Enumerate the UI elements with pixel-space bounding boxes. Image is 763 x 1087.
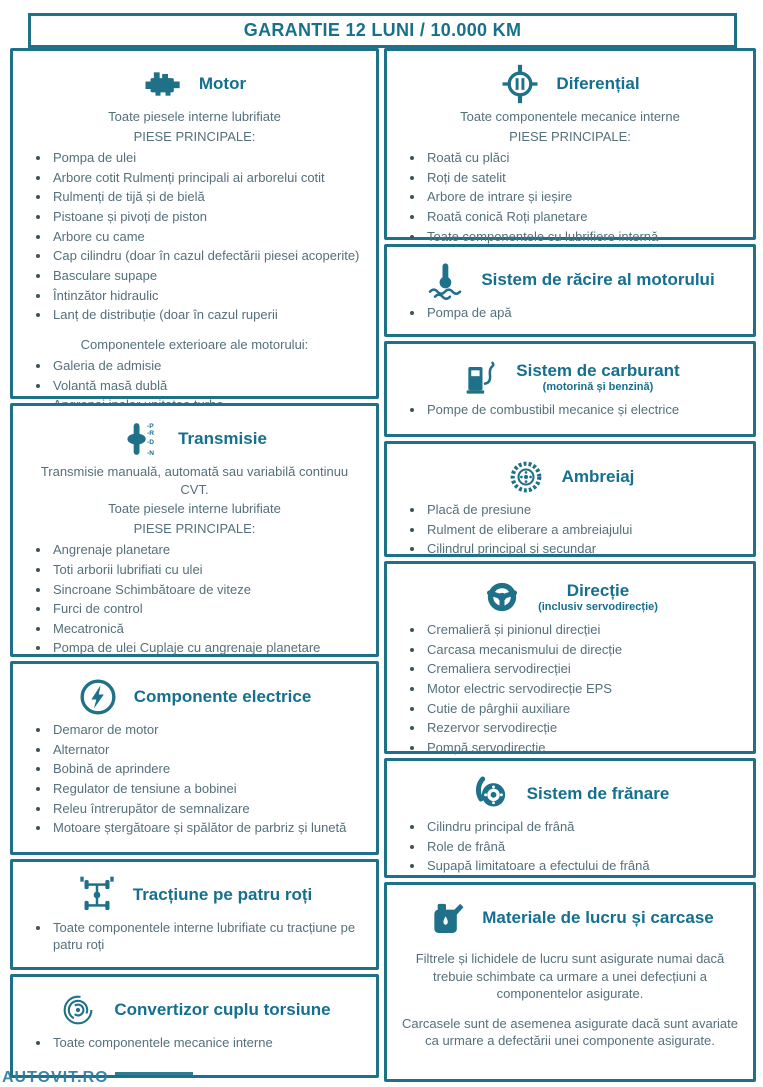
bullet-item: • Sincroane Schimbătoare de viteze — [51, 581, 370, 598]
svg-text:-R: -R — [147, 429, 155, 437]
section-title-wrap — [562, 467, 635, 487]
intro-line: Toate piesele interne lubrifiate — [108, 501, 281, 517]
fuel-pump-icon — [460, 357, 500, 397]
oil-canister-icon — [426, 898, 466, 938]
intro-line: Transmisie manuală, automată sau variabilă continuu CVT. — [40, 464, 349, 497]
bullet-list — [393, 501, 747, 557]
section-racire — [384, 244, 756, 337]
bullet-item: • Toti arborii lubrifiati cu ulei — [51, 561, 370, 578]
bullet-item: • Supapă limitatoare a efectului de frână — [425, 857, 747, 874]
section-motor — [10, 48, 379, 399]
section-header — [393, 774, 747, 814]
watermark-line — [115, 1072, 193, 1076]
section-header — [393, 64, 747, 104]
info-paragraph: Carcasele sunt de asemenea asigurate dacă sunt avariate ca urmare a defectării unei componente asigurate. — [401, 1015, 739, 1049]
section-title-wrap — [134, 687, 312, 707]
intro-line: Toate componentele mecanice interne — [460, 109, 680, 124]
bullet-item: • Arbore cu came — [51, 228, 370, 245]
section-carburant — [384, 341, 756, 437]
section-title-wrap — [516, 361, 679, 393]
section-header — [393, 577, 747, 617]
differential-icon — [500, 64, 540, 104]
section-title: Motor — [198, 74, 247, 94]
bullet-item: • Arbore de intrare și ieșire — [425, 188, 747, 205]
bullet-item: • Roți de satelit — [425, 169, 747, 186]
bullet-item: • Basculare supape — [51, 267, 370, 284]
section-header — [19, 64, 370, 104]
steering-wheel-icon — [482, 577, 522, 617]
section-title: Sistem de răcire al motorului — [481, 270, 715, 290]
bullet-item: • Cap cilindru (doar în cazul defectării piesei acoperite) — [51, 247, 370, 264]
bullet-list — [393, 304, 747, 321]
bullet-item: • Cilindrul principal și secundar — [425, 540, 747, 557]
section-title: Componente electrice — [133, 687, 312, 707]
bullet-list — [393, 401, 747, 418]
svg-text:-D: -D — [147, 439, 155, 446]
section-title: Tracțiune pe patru roți — [132, 885, 313, 905]
info-paragraph: Filtrele și lichidele de lucru sunt asigurate numai dacă trebuie schimbate ca urmare a unei defecțiuni a componentelor asigurate. — [415, 951, 725, 1002]
bullet-item: • Toate componentele cu lubrifiere internă — [425, 228, 747, 245]
section-title: Sistem de frănare — [526, 784, 670, 804]
bullet-item: • Arbore cotit Rulmenți principali ai arborelui cotit — [51, 169, 370, 186]
section-directie — [384, 561, 756, 754]
bullet-list — [19, 919, 370, 953]
section-header — [19, 677, 370, 717]
section-materiale — [384, 882, 756, 1082]
bullet-list — [19, 149, 370, 323]
bullet-item: • Motor electric servodirecție EPS — [425, 680, 747, 697]
sub-heading: Componentele exterioare ale motorului: — [80, 336, 309, 352]
awd-icon — [77, 875, 117, 915]
intro-line: PIESE PRINCIPALE: — [509, 128, 631, 144]
section-header — [19, 419, 370, 459]
bullet-item: • Galeria de admisie — [51, 357, 370, 374]
bullet-item: • Volantă masă dublă — [51, 377, 370, 394]
svg-text:-P: -P — [147, 423, 154, 431]
intro-line: Toate piesele interne lubrifiate — [108, 109, 281, 124]
intro-line: PIESE PRINCIPALE: — [133, 128, 256, 144]
section-ambreiaj — [384, 441, 756, 557]
section-title: Transmisie — [178, 429, 267, 449]
lightning-icon — [78, 677, 118, 717]
left-column — [10, 48, 379, 1082]
bullet-item: • Toate componentele mecanice interne — [51, 1034, 370, 1051]
watermark-text: AUTOVIT.RO — [2, 1069, 109, 1086]
section-diferential — [384, 48, 756, 244]
bullet-item: • Rulmenți de tijă și de bielă — [51, 188, 370, 205]
bullet-item: • Pistoane și pivoți de piston — [51, 208, 370, 225]
section-subtitle: (motorină și benzină) — [542, 380, 654, 393]
section-header — [19, 875, 370, 915]
section-title: Direcție — [566, 581, 630, 601]
bullet-item: • Toate componentele interne lubrifiate cu tracțiune pe patru roți — [51, 919, 370, 953]
bullet-item: • Furci de control — [51, 600, 370, 617]
bullet-item: • Roată cu plăci — [425, 149, 747, 166]
watermark — [2, 1069, 193, 1087]
bullet-item: • Motoare ștergătoare și spălător de parbriz și lunetă — [51, 819, 370, 836]
bullet-item: • Placă de presiune — [425, 501, 747, 518]
bullet-list — [393, 621, 747, 756]
section-subtitle: (inclusiv servodirecție) — [538, 600, 658, 613]
section-header — [393, 457, 747, 497]
bullet-item: • Pompa de ulei — [51, 149, 370, 166]
section-title-wrap — [133, 885, 312, 905]
section-title: Diferențial — [556, 74, 640, 94]
clutch-icon — [506, 457, 546, 497]
bullet-item: • Carcasa mecanismului de direcție — [425, 641, 747, 658]
bullet-item: • Role de frână — [425, 838, 747, 855]
bullet-item: • Pompa de ulei Cuplaje cu angrenaje planetare — [51, 639, 370, 656]
bullet-item: • Bobină de aprindere — [51, 760, 370, 777]
section-title-wrap — [114, 1000, 330, 1020]
bullet-list — [19, 721, 370, 836]
section-electrice — [10, 661, 379, 855]
section-title: Sistem de carburant — [516, 361, 680, 381]
bullet-item: • Roată conică Roți planetare — [425, 208, 747, 225]
intro-line: PIESE PRINCIPALE: — [133, 520, 256, 536]
bullet-item: • Cremalieră și pinionul direcției — [425, 621, 747, 638]
content-columns — [10, 48, 756, 1082]
bullet-item: • Cremaliera servodirecției — [425, 660, 747, 677]
thermometer-icon — [425, 260, 465, 300]
warranty-header — [28, 13, 737, 48]
section-title-wrap — [481, 270, 714, 290]
bullet-item: • Releu întrerupător de semnalizare — [51, 800, 370, 817]
section-title-wrap — [538, 581, 658, 613]
section-header — [393, 357, 747, 397]
section-tractiune — [10, 859, 379, 970]
gearshift-icon — [122, 419, 162, 459]
bullet-item: • Lanț de distribuție (doar în cazul ruperii — [51, 306, 370, 323]
section-title: Ambreiaj — [561, 467, 635, 487]
section-title-wrap — [178, 429, 267, 449]
section-title-wrap — [482, 908, 714, 928]
bullet-item: • Pompă servodirecție — [425, 739, 747, 756]
svg-text:-N: -N — [147, 449, 155, 457]
bullet-item: • Angrenaje planetare — [51, 541, 370, 558]
bullet-item: • Întinzător hidraulic — [51, 287, 370, 304]
bullet-item: • Cutie de pârghii auxiliare — [425, 700, 747, 717]
engine-icon — [143, 64, 183, 104]
section-title: Convertizor cuplu torsiune — [114, 1000, 331, 1020]
section-header — [19, 990, 370, 1030]
section-header — [393, 898, 747, 938]
right-column — [384, 48, 756, 1082]
torque-converter-icon — [58, 990, 98, 1030]
bullet-list — [19, 541, 370, 656]
warranty-title: GARANTIE 12 LUNI / 10.000 KM — [243, 20, 522, 40]
section-franare — [384, 758, 756, 878]
section-title-wrap — [556, 74, 639, 94]
section-title: Materiale de lucru și carcase — [482, 908, 714, 928]
bullet-item: • Regulator de tensiune a bobinei — [51, 780, 370, 797]
section-title-wrap — [527, 784, 670, 804]
bullet-list — [393, 149, 747, 245]
bullet-item: • Alternator — [51, 741, 370, 758]
bullet-item: • Rezervor servodirecție — [425, 719, 747, 736]
section-transmisie — [10, 403, 379, 657]
bullet-list — [393, 818, 747, 874]
bullet-item: • Rulment de eliberare a ambreiajului — [425, 521, 747, 538]
section-header — [393, 260, 747, 300]
brake-disc-icon — [471, 774, 511, 814]
bullet-item: • Pompe de combustibil mecanice și electrice — [425, 401, 747, 418]
bullet-list — [19, 1034, 370, 1051]
bullet-item: • Mecatronică — [51, 620, 370, 637]
section-convertizor — [10, 974, 379, 1078]
bullet-item: • Pompa de apă — [425, 304, 747, 321]
bullet-item: • Demaror de motor — [51, 721, 370, 738]
section-title-wrap — [199, 74, 246, 94]
bullet-item: • Cilindru principal de frână — [425, 818, 747, 835]
